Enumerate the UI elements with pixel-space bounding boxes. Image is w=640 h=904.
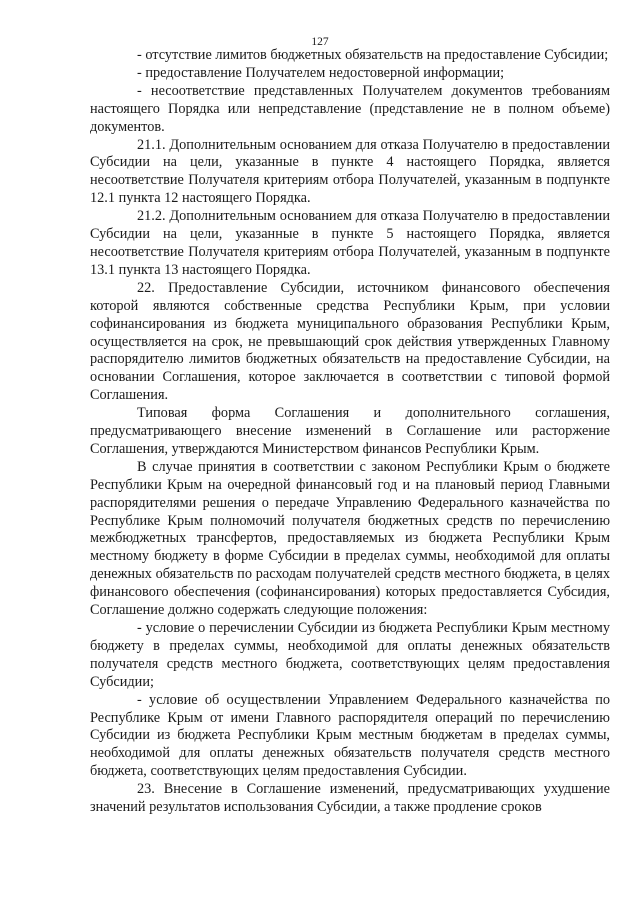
- paragraph-condition-treasury-operations: - условие об осуществлении Управлением Федерального казначейства по Республике Крым от имени Главного распорядителя операций по перечислению Субсидии из бюджета Республики Крым местным бюджетам в пределах суммы, необходимой для оплаты денежных обязательств получателя средств местного бюджета, соответствующих целям предоставления Субсидии.: [90, 691, 610, 780]
- document-body: [90, 47, 610, 817]
- paragraph-standard-form: Типовая форма Соглашения и дополнительного соглашения, предусматривающего внесение изменений в Соглашение или расторжение Соглашения, утверждаются Министерством финансов Республики Крым.: [90, 405, 610, 457]
- page-number: 127: [311, 36, 329, 48]
- paragraph-false-information: - предоставление Получателем недостоверной информации;: [137, 64, 505, 81]
- paragraph-23: 23. Внесение в Соглашение изменений, предусматривающих ухудшение значений результатов использования Субсидии, а также продление сроков: [90, 781, 610, 816]
- paragraph-documents-mismatch: - несоответствие представленных Получателем документов требованиям настоящего Порядка или непредставление (представление не в полном объеме) документов.: [90, 82, 610, 135]
- paragraph-22: 22. Предоставление Субсидии, источником финансового обеспечения которой являются собственные средства Республики Крым, при условии софинансирования из бюджета муниципального образования Республики Крым, осуществляется на срок, не превышающий срок действия утвержденных Главному распорядителю лимитов бюджетных обязательств на предоставление Субсидии, на основании Соглашения, которое заключается в соответствии с типовой формой Соглашения.: [90, 279, 610, 404]
- paragraph-limits-absence: - отсутствие лимитов бюджетных обязательств на предоставление Субсидии;: [137, 47, 609, 63]
- paragraph-condition-transfer: - условие о перечислении Субсидии из бюджета Республики Крым местному бюджету в пределах суммы, необходимой для оплаты денежных обязательств получателя средств местного бюджета, соответствующих целям предоставления Субсидии;: [90, 620, 610, 690]
- paragraph-21-2: 21.2. Дополнительным основанием для отказа Получателю в предоставлении Субсидии на цели, указанные в пункте 5 настоящего Порядка, является несоответствие Получателя критериям отбора Получателей, указанным в подпункте 13.1 пункта 13 настоящего Порядка.: [90, 208, 610, 278]
- paragraph-21-1: 21.1. Дополнительным основанием для отказа Получателю в предоставлении Субсидии на цели, указанные в пункте 4 настоящего Порядка, является несоответствие Получателя критериям отбора Получателей, указанным в подпункте 12.1 пункта 12 настоящего Порядка.: [90, 136, 610, 207]
- paragraph-treasury-powers: В случае принятия в соответствии с законом Республики Крым о бюджете Республики Крым на очередной финансовый год и на плановый период Главными распорядителями решения о передаче Управлению Федерального казначейства по Республике Крым полномочий получателя бюджетных средств по перечислению межбюджетных трансфертов, предоставляемых из бюджета Республики Крым местному бюджету в форме Субсидии в пределах суммы, необходимой для оплаты денежных обязательств по расходам получателей средств местного бюджета, в целях финансового обеспечения (софинансирования) которых предоставляется Субсидия, Соглашение должно содержать следующие положения:: [90, 458, 610, 619]
